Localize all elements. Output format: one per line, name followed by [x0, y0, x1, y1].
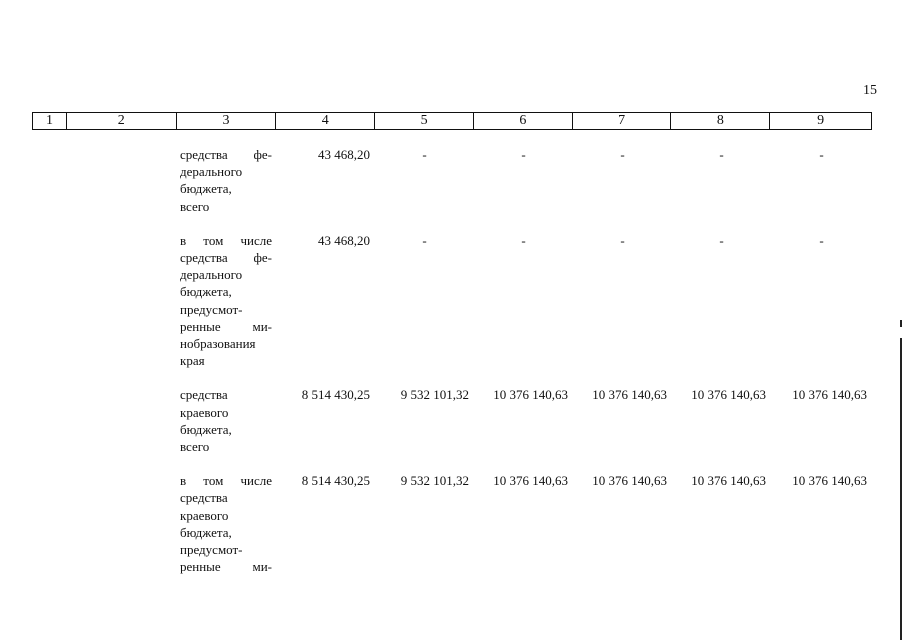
- value-cell-col-4: 43 468,20: [318, 232, 370, 248]
- page-number: 15: [863, 83, 877, 98]
- description-line: предусмот-: [180, 301, 243, 317]
- header-cell-7: 7: [573, 113, 672, 129]
- description-line: бюджета,: [180, 181, 232, 197]
- value-cell-col-5: -: [422, 232, 427, 248]
- value-cell-col-4: 8 514 430,25: [301, 473, 370, 489]
- row-cell-2: [66, 472, 176, 575]
- header-cell-1: 1: [33, 113, 67, 129]
- header-cell-4: 4: [276, 113, 375, 129]
- row-cell-2: [66, 232, 176, 370]
- value-cell-col-5: 9 532 101,32: [400, 387, 469, 403]
- value-cell-col-6: -: [521, 147, 526, 162]
- row-cell-2: [66, 146, 176, 215]
- value-cell-col-7: -: [620, 232, 625, 248]
- value-cell-col-6: 10 376 140,63: [493, 473, 568, 489]
- description-line: средства: [180, 490, 228, 506]
- description-line: в том числе: [180, 232, 272, 248]
- header-cell-2: 2: [67, 113, 177, 129]
- value-cell-col-4: 8 514 430,25: [301, 387, 370, 403]
- edge-line: [900, 338, 902, 640]
- edge-mark: [900, 320, 902, 327]
- value-cell-col-9: -: [819, 232, 824, 248]
- value-cell-col-8: -: [719, 147, 724, 162]
- value-cell-col-5: 9 532 101,32: [400, 473, 469, 489]
- description-line: всего: [180, 198, 210, 214]
- value-cell-col-7: 10 376 140,63: [592, 387, 667, 403]
- description-line: края: [180, 353, 205, 369]
- table-row: [32, 232, 872, 370]
- header-cell-3: 3: [177, 113, 277, 129]
- table-row: [32, 386, 872, 455]
- header-cell-5: 5: [375, 113, 474, 129]
- description-line: дерального: [180, 164, 243, 180]
- value-cell-col-8: 10 376 140,63: [691, 387, 766, 403]
- description-line: предусмот-: [180, 542, 243, 558]
- description-line: средства: [180, 387, 228, 403]
- header-cell-8: 8: [671, 113, 770, 129]
- description-line: в том числе: [180, 473, 272, 489]
- value-cell-col-4: 43 468,20: [318, 147, 370, 162]
- table-header-row: [32, 112, 872, 130]
- description-line: краевого: [180, 404, 229, 420]
- description-line: бюджета,: [180, 524, 232, 540]
- table-row: [32, 472, 872, 575]
- value-cell-col-5: -: [422, 147, 427, 162]
- description-line: бюджета,: [180, 421, 232, 437]
- row-description: [176, 386, 276, 455]
- row-description: [176, 232, 276, 370]
- header-cell-9: 9: [817, 113, 825, 128]
- row-cell-1: [32, 472, 66, 575]
- row-cell-1: [32, 232, 66, 370]
- description-line: ренные ми-: [180, 559, 272, 575]
- value-cell-col-8: -: [719, 232, 724, 248]
- description-line: средства фе-: [180, 147, 272, 162]
- value-cell-col-9: 10 376 140,63: [792, 387, 867, 403]
- row-cell-2: [66, 386, 176, 455]
- description-line: бюджета,: [180, 284, 232, 300]
- description-line: дерального: [180, 267, 243, 283]
- value-cell-col-6: 10 376 140,63: [493, 387, 568, 403]
- description-line: всего: [180, 439, 210, 455]
- value-cell-col-6: -: [521, 232, 526, 248]
- value-cell-col-7: 10 376 140,63: [592, 473, 667, 489]
- description-line: краевого: [180, 507, 229, 523]
- table-body: [32, 146, 872, 592]
- value-cell-col-7: -: [620, 147, 625, 162]
- table-row: [32, 146, 872, 215]
- value-cell-col-9: 10 376 140,63: [792, 473, 867, 489]
- row-cell-1: [32, 386, 66, 455]
- description-line: нобразования: [180, 336, 256, 352]
- description-line: средства фе-: [180, 250, 272, 266]
- row-description: [176, 472, 276, 575]
- row-cell-1: [32, 146, 66, 215]
- row-description: [176, 146, 276, 215]
- value-cell-col-9: -: [819, 147, 824, 162]
- description-line: ренные ми-: [180, 318, 272, 334]
- header-cell-6: 6: [474, 113, 573, 129]
- value-cell-col-8: 10 376 140,63: [691, 473, 766, 489]
